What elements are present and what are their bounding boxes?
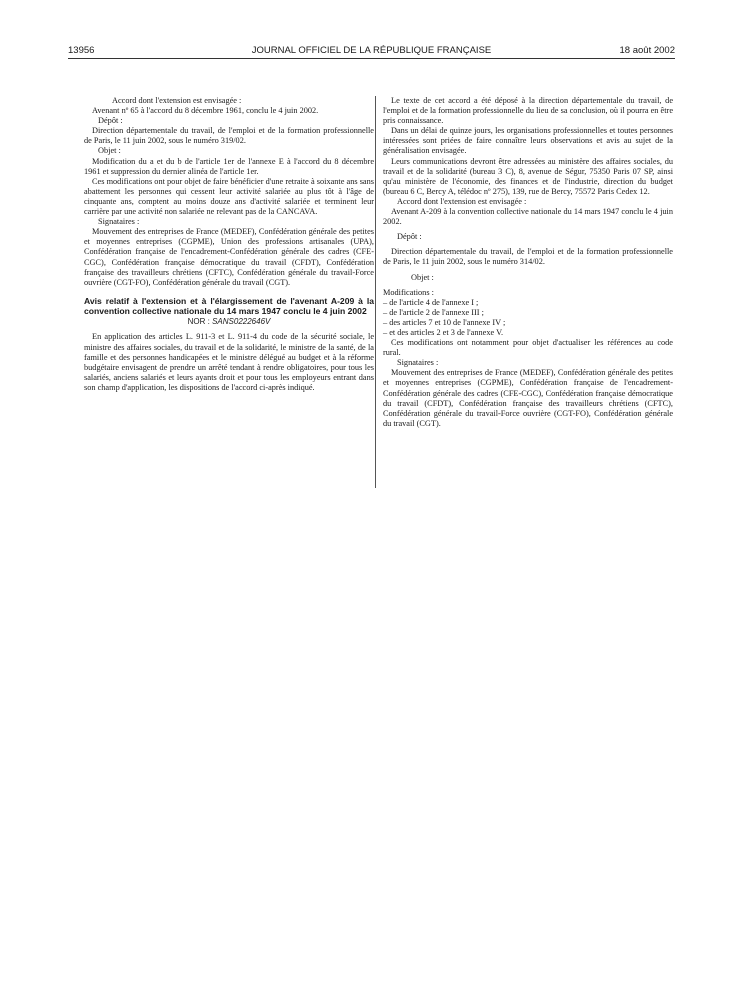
- avis-title: Avis relatif à l'extension et à l'élargissement de l'avenant A-209 à la convention collective nationale du 14 mars 1947 conclu le 4 juin 2002: [84, 295, 374, 316]
- depot-paragraph: Direction départementale du travail, de l'emploi et de la formation professionnelle de Paris, le 11 juin 2002, sous le numéro 314/02.: [383, 247, 673, 267]
- signataires-label: Signataires :: [397, 358, 439, 368]
- accord-label: Accord dont l'extension est envisagée :: [112, 96, 242, 105]
- depot-paragraph: Direction départementale du travail, de l'emploi et de la formation professionnelle de Paris, le 11 juin 2002, sous le numéro 319/02.: [84, 126, 374, 146]
- modification-item: – de l'article 4 de l'annexe I ;: [383, 297, 479, 307]
- nor-reference: [84, 317, 374, 327]
- modification-item: – des articles 7 et 10 de l'annexe IV ;: [383, 317, 506, 327]
- left-column: [84, 96, 374, 393]
- accord-label: Accord dont l'extension est envisagée :: [397, 196, 527, 206]
- publication-date: 18 août 2002: [619, 45, 675, 56]
- application-paragraph: En application des articles L. 911-3 et L. 911-4 du code de la sécurité sociale, le ministre des affaires sociales, du travail et de la solidarité, le ministre de la santé, de la famille et des personnes handicapées et le ministre délégué au budget et à la réforme budgétaire envisagent de prendre un arrêté tendant à rendre obligatoires, pour tous les salariés, anciens salariés et leurs ayants droit et pour tous les employeurs entrant dans son champ d'application, les dispositions de l'accord ci-après indiqué.: [84, 332, 374, 392]
- objet-paragraph: Modification du a et du b de l'article 1er de l'annexe E à l'accord du 8 décembre 1961 et suppression du dernier alinéa de l'article 1er.: [84, 156, 374, 176]
- modification-item: – de l'article 2 de l'annexe III ;: [383, 307, 484, 317]
- journal-title: JOURNAL OFFICIEL DE LA RÉPUBLIQUE FRANÇAISE: [251, 45, 492, 56]
- texte-depose-paragraph: Le texte de cet accord a été déposé à la direction départementale du travail, de l'emploi et de la formation professionnelle du lieu de sa conclusion, où il pourra en être pris connaissance.: [383, 96, 673, 126]
- delai-paragraph: Dans un délai de quinze jours, les organisations professionnelles et toutes personnes intéressées sont priées de faire connaître leurs observations et avis au sujet de la généralisation envisagée.: [383, 126, 673, 156]
- page-number: 13956: [68, 45, 95, 56]
- modifications-paragraph: Ces modifications ont pour objet de faire bénéficier d'une retraite à soixante ans sans abattement les personnes qui cessent leur activité salariée au plus tôt à l'âge de cinquante ans, comptent au moins douze ans d'activité salariée et terminent leur carrière par une activité non salariée ne relevant pas de la CANCAVA.: [84, 176, 374, 217]
- signataires-paragraph: Mouvement des entreprises de France (MEDEF), Confédération générale des petites et moyennes entreprises (CGPME), Union des professions artisanales (UPA), Confédération française de l'encadrement-Confédération générale des cadres (CFE-CGC), Confédération française démocratique du travail (CFDT), Confédération française des travailleurs chrétiens (CFTC), Confédération générale du travail-Force ouvrière (CGT-FO), Confédération générale du travail (CGT).: [84, 227, 374, 287]
- communications-paragraph: Leurs communications devront être adressées au ministère des affaires sociales, du travail et de la solidarité (bureau 3 C), 8, avenue de Ségur, 75350 Paris 07 SP, ainsi qu'au ministère de l'économie, des finances et de l'industrie, direction du budget (bureau 6 C, Bercy A, télédoc nº 275), 139, rue de Bercy, 75572 Paris Cedex 12.: [383, 156, 673, 196]
- objet-label: Objet :: [98, 146, 121, 156]
- ces-modifications-paragraph: Ces modifications ont notamment pour objet d'actualiser les références au code rural.: [383, 338, 673, 358]
- nor-code: SANS0222646V: [212, 317, 271, 327]
- header-rule: [68, 58, 675, 59]
- page-header: [68, 45, 675, 59]
- signataires-paragraph: Mouvement des entreprises de France (MEDEF), Confédération générale des petites et moyennes entreprises (CGPME), Confédération française de l'encadrement-Confédération générale des cadres (CFE-CGC), Confédération française démocratique du travail (CFDT), Confédération française des travailleurs chrétiens (CFTC), Confédération générale du travail-Force ouvrière (CGT-FO), Confédération générale du travail (CGT).: [383, 368, 673, 428]
- objet-label: Objet :: [411, 272, 434, 282]
- avenant-paragraph: Avenant A-209 à la convention collective nationale du 14 mars 1947 conclu le 4 juin 2002.: [383, 207, 673, 227]
- depot-label: Dépôt :: [98, 116, 123, 126]
- signataires-label: Signataires :: [98, 217, 140, 227]
- right-column: [383, 96, 673, 429]
- modification-item: – et des articles 2 et 3 de l'annexe V.: [383, 327, 504, 337]
- modifications-label: Modifications :: [383, 287, 434, 297]
- avenant-paragraph: Avenant nº 65 à l'accord du 8 décembre 1961, conclu le 4 juin 2002.: [92, 106, 319, 116]
- depot-label: Dépôt :: [397, 232, 422, 242]
- column-divider: [375, 96, 376, 488]
- nor-label: NOR :: [187, 317, 210, 327]
